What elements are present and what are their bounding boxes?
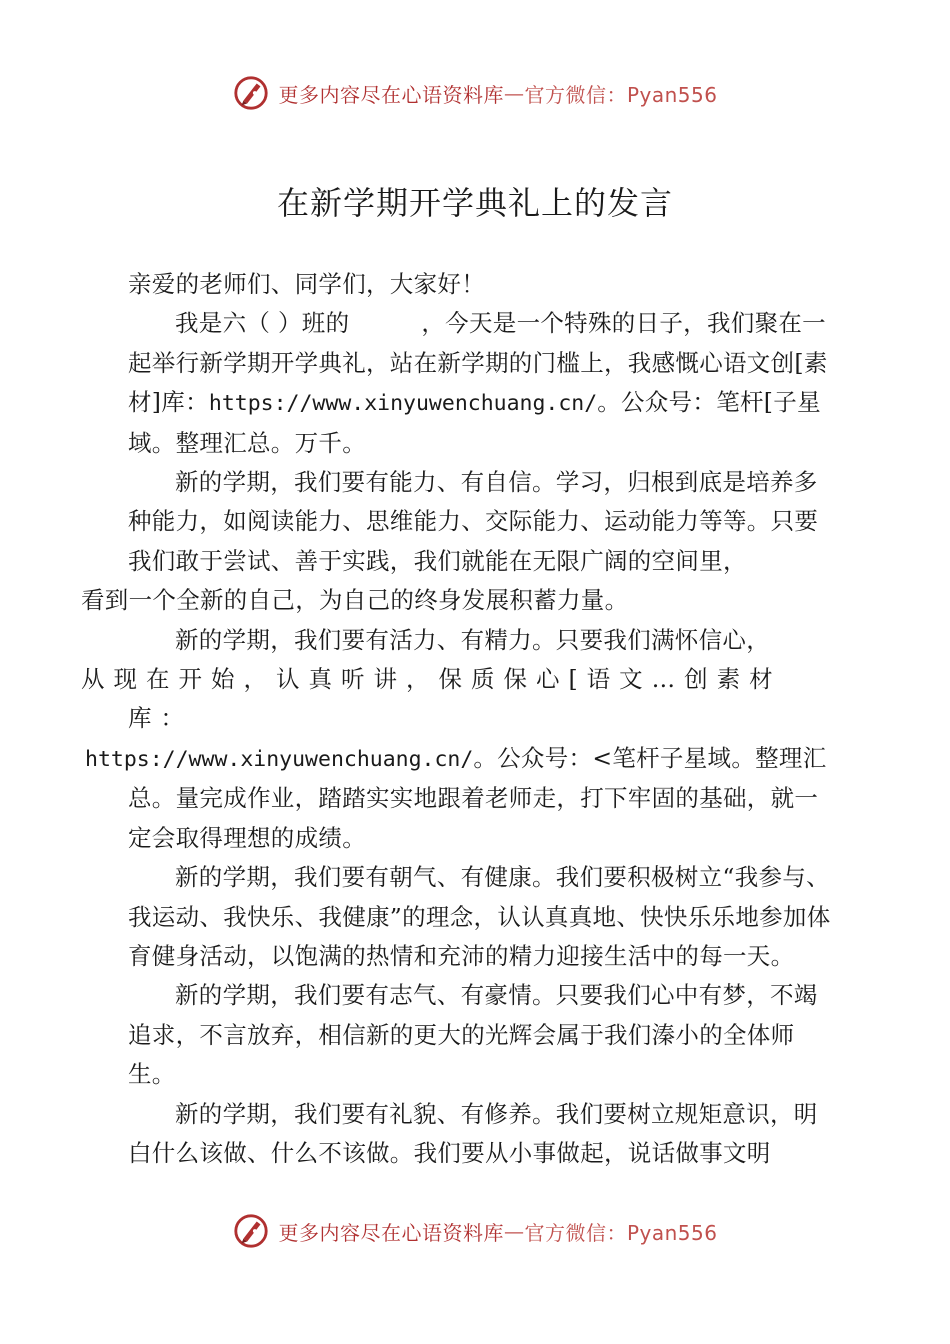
- p3-url: https://www.xinyuwenchuang.cn/: [85, 746, 474, 772]
- p3-part-b: 从现在开始，认真听讲，保质保心[语文…创素材库：: [81, 665, 782, 733]
- p2-line-b: 看到一个全新的自己，为自己的终身发展积蓄力量。: [81, 586, 629, 615]
- paragraph-4: 新的学期，我们要有朝气、有健康。我们要积极树立“我参与、我运动、我快乐、我健康”的理念，认认真真地、快快乐乐地参加体育健身活动，以饱满的热情和充沛的精力迎接生活中的每一天。: [128, 863, 831, 970]
- p1-part-b: ，今天是一个特殊的日子，我们聚在一起举行新学期开学典礼，站在新学期的门槛上，我感慨心语文创[素材]库：: [128, 309, 828, 417]
- pen-in-circle-icon: [232, 74, 270, 112]
- document-body: [81, 265, 840, 1173]
- header-watermark: [0, 70, 950, 116]
- p1-part-c: 。公众号：笔杆[子星域。整理汇总。万千。: [128, 388, 821, 457]
- p3-part-c: 。公众号：<笔杆子星域。整理汇总。量完成作业，踏踏实实地跟着老师走，打下牢固的基础，就一定会取得理想的成绩。: [128, 743, 827, 852]
- footer-dash: —: [503, 1219, 525, 1243]
- document-title: 在新学期开学典礼上的发言: [276, 184, 673, 222]
- p1-url: https://www.xinyuwenchuang.cn/: [208, 391, 598, 417]
- p1-part-a: 我是六（ ）班的: [175, 309, 350, 338]
- paragraph-2: [81, 463, 840, 621]
- pen-in-circle-icon: [232, 1212, 270, 1250]
- header-label: 更多内容尽在心语资料库: [278, 82, 504, 107]
- paragraph-6: 新的学期，我们要有礼貌、有修养。我们要树立规矩意识，明白什么该做、什么不该做。我们要从小事做起，说话做事文明: [128, 1099, 818, 1167]
- footer-watermark: [0, 1208, 950, 1254]
- header-wechat: 官方微信：Pyan556: [524, 82, 718, 107]
- greeting: 亲爱的老师们、同学们，大家好！: [128, 270, 485, 298]
- p3-part-a: 新的学期，我们要有活力、有精力。只要我们满怀信心，: [175, 625, 770, 654]
- paragraph-3: [81, 621, 840, 858]
- footer-label: 更多内容尽在心语资料库: [278, 1220, 504, 1245]
- paragraph-1: [128, 304, 840, 463]
- footer-wechat: 官方微信：Pyan556: [524, 1220, 718, 1245]
- p2-line-a: 新的学期，我们要有能力、有自信。学习，归根到底是培养多种能力，如阅读能力、思维能力、交际能力、运动能力等等。只要我们敢于尝试、善于实践，我们就能在无限广阔的空间里，: [128, 468, 819, 575]
- header-dash: —: [503, 81, 525, 105]
- paragraph-5: 新的学期，我们要有志气、有豪情。只要我们心中有梦，不竭追求，不言放弃，相信新的更大的光辉会属于我们溱小的全体师生。: [128, 981, 818, 1089]
